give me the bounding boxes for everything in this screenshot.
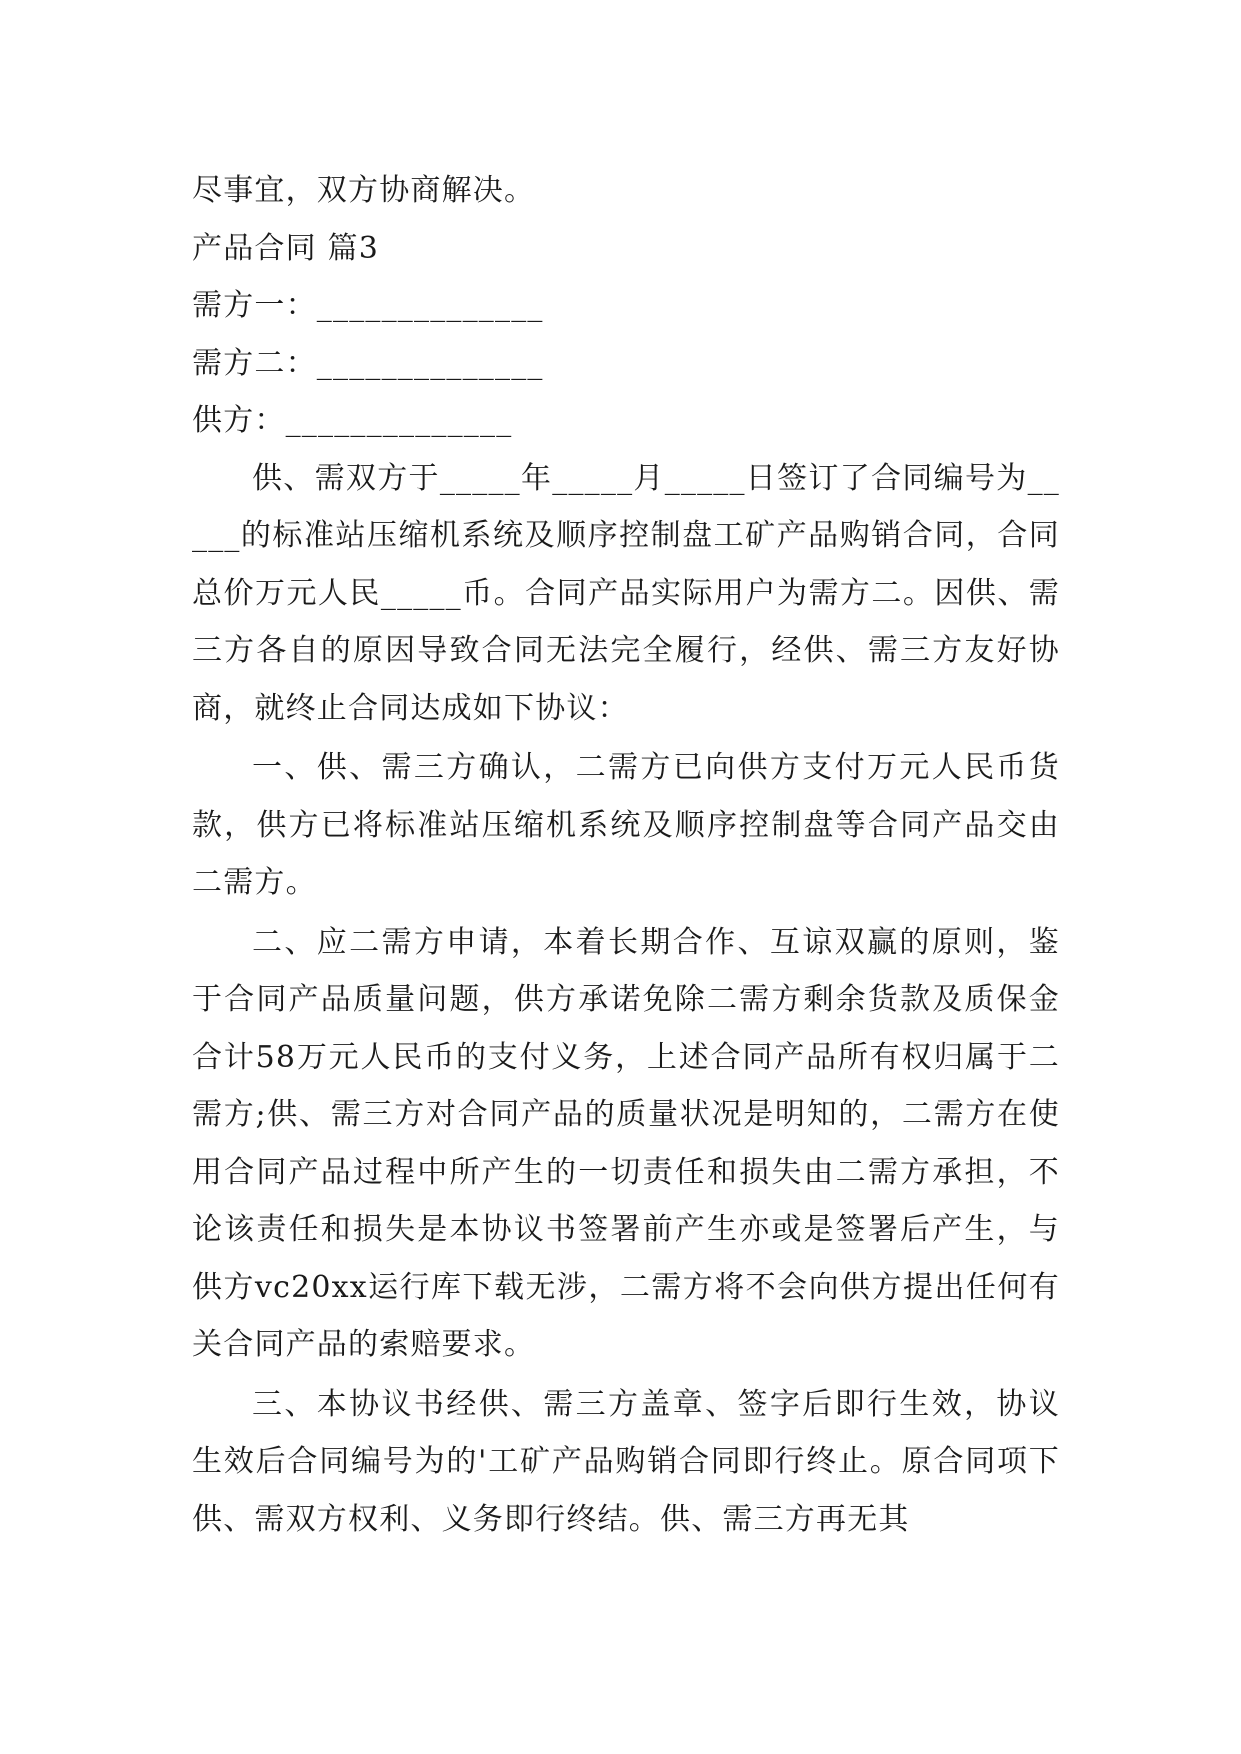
continuation-line: 尽事宜，双方协商解决。 (192, 173, 536, 208)
clause-three: 三、本协议书经供、需三方盖章、签字后即行生效，协议生效后合同编号为的'工矿产品购销合同即行终止。原合同项下供、需双方权利、义务即行终结。供、需三方再无其 (192, 1386, 1060, 1537)
field-supplier: 供方：______________ (192, 403, 513, 438)
clause-one: 一、供、需三方确认，二需方已向供方支付万元人民币货款，供方已将标准站压缩机系统及顺序控制盘等合同产品交由二需方。 (192, 750, 1060, 900)
intro-paragraph: 供、需双方于_____年_____月_____日签订了合同编号为_____的标准站压缩机系统及顺序控制盘工矿产品购销合同，合同总价万元人民_____币。合同产品实际用户为需方二。因供、需三方各自的原因导致合同无法完全履行，经供、需三方友好协商，就终止合同达成如下协议： (192, 460, 1060, 726)
field-buyer-one: 需方一：______________ (192, 288, 544, 323)
field-buyer-two: 需方二：______________ (192, 345, 544, 381)
clause-two: 二、应二需方申请，本着长期合作、互谅双赢的原则，鉴于合同产品质量问题，供方承诺免除二需方剩余货款及质保金合计58万元人民币的支付义务，上述合同产品所有权归属于二需方;供、需三方对合同产品的质量状况是明知的，二需方在使用合同产品过程中所产生的一切责任和损失由二需方承担，不论该责任和损失是本协议书签署前产生亦或是签署后产生，与供方vc20xx运行库下载无涉，二需方将不会向供方提出任何有关合同产品的索赔要求。 (192, 924, 1060, 1362)
document-body (192, 162, 1060, 1548)
section-title: 产品合同 篇3 (192, 230, 380, 266)
